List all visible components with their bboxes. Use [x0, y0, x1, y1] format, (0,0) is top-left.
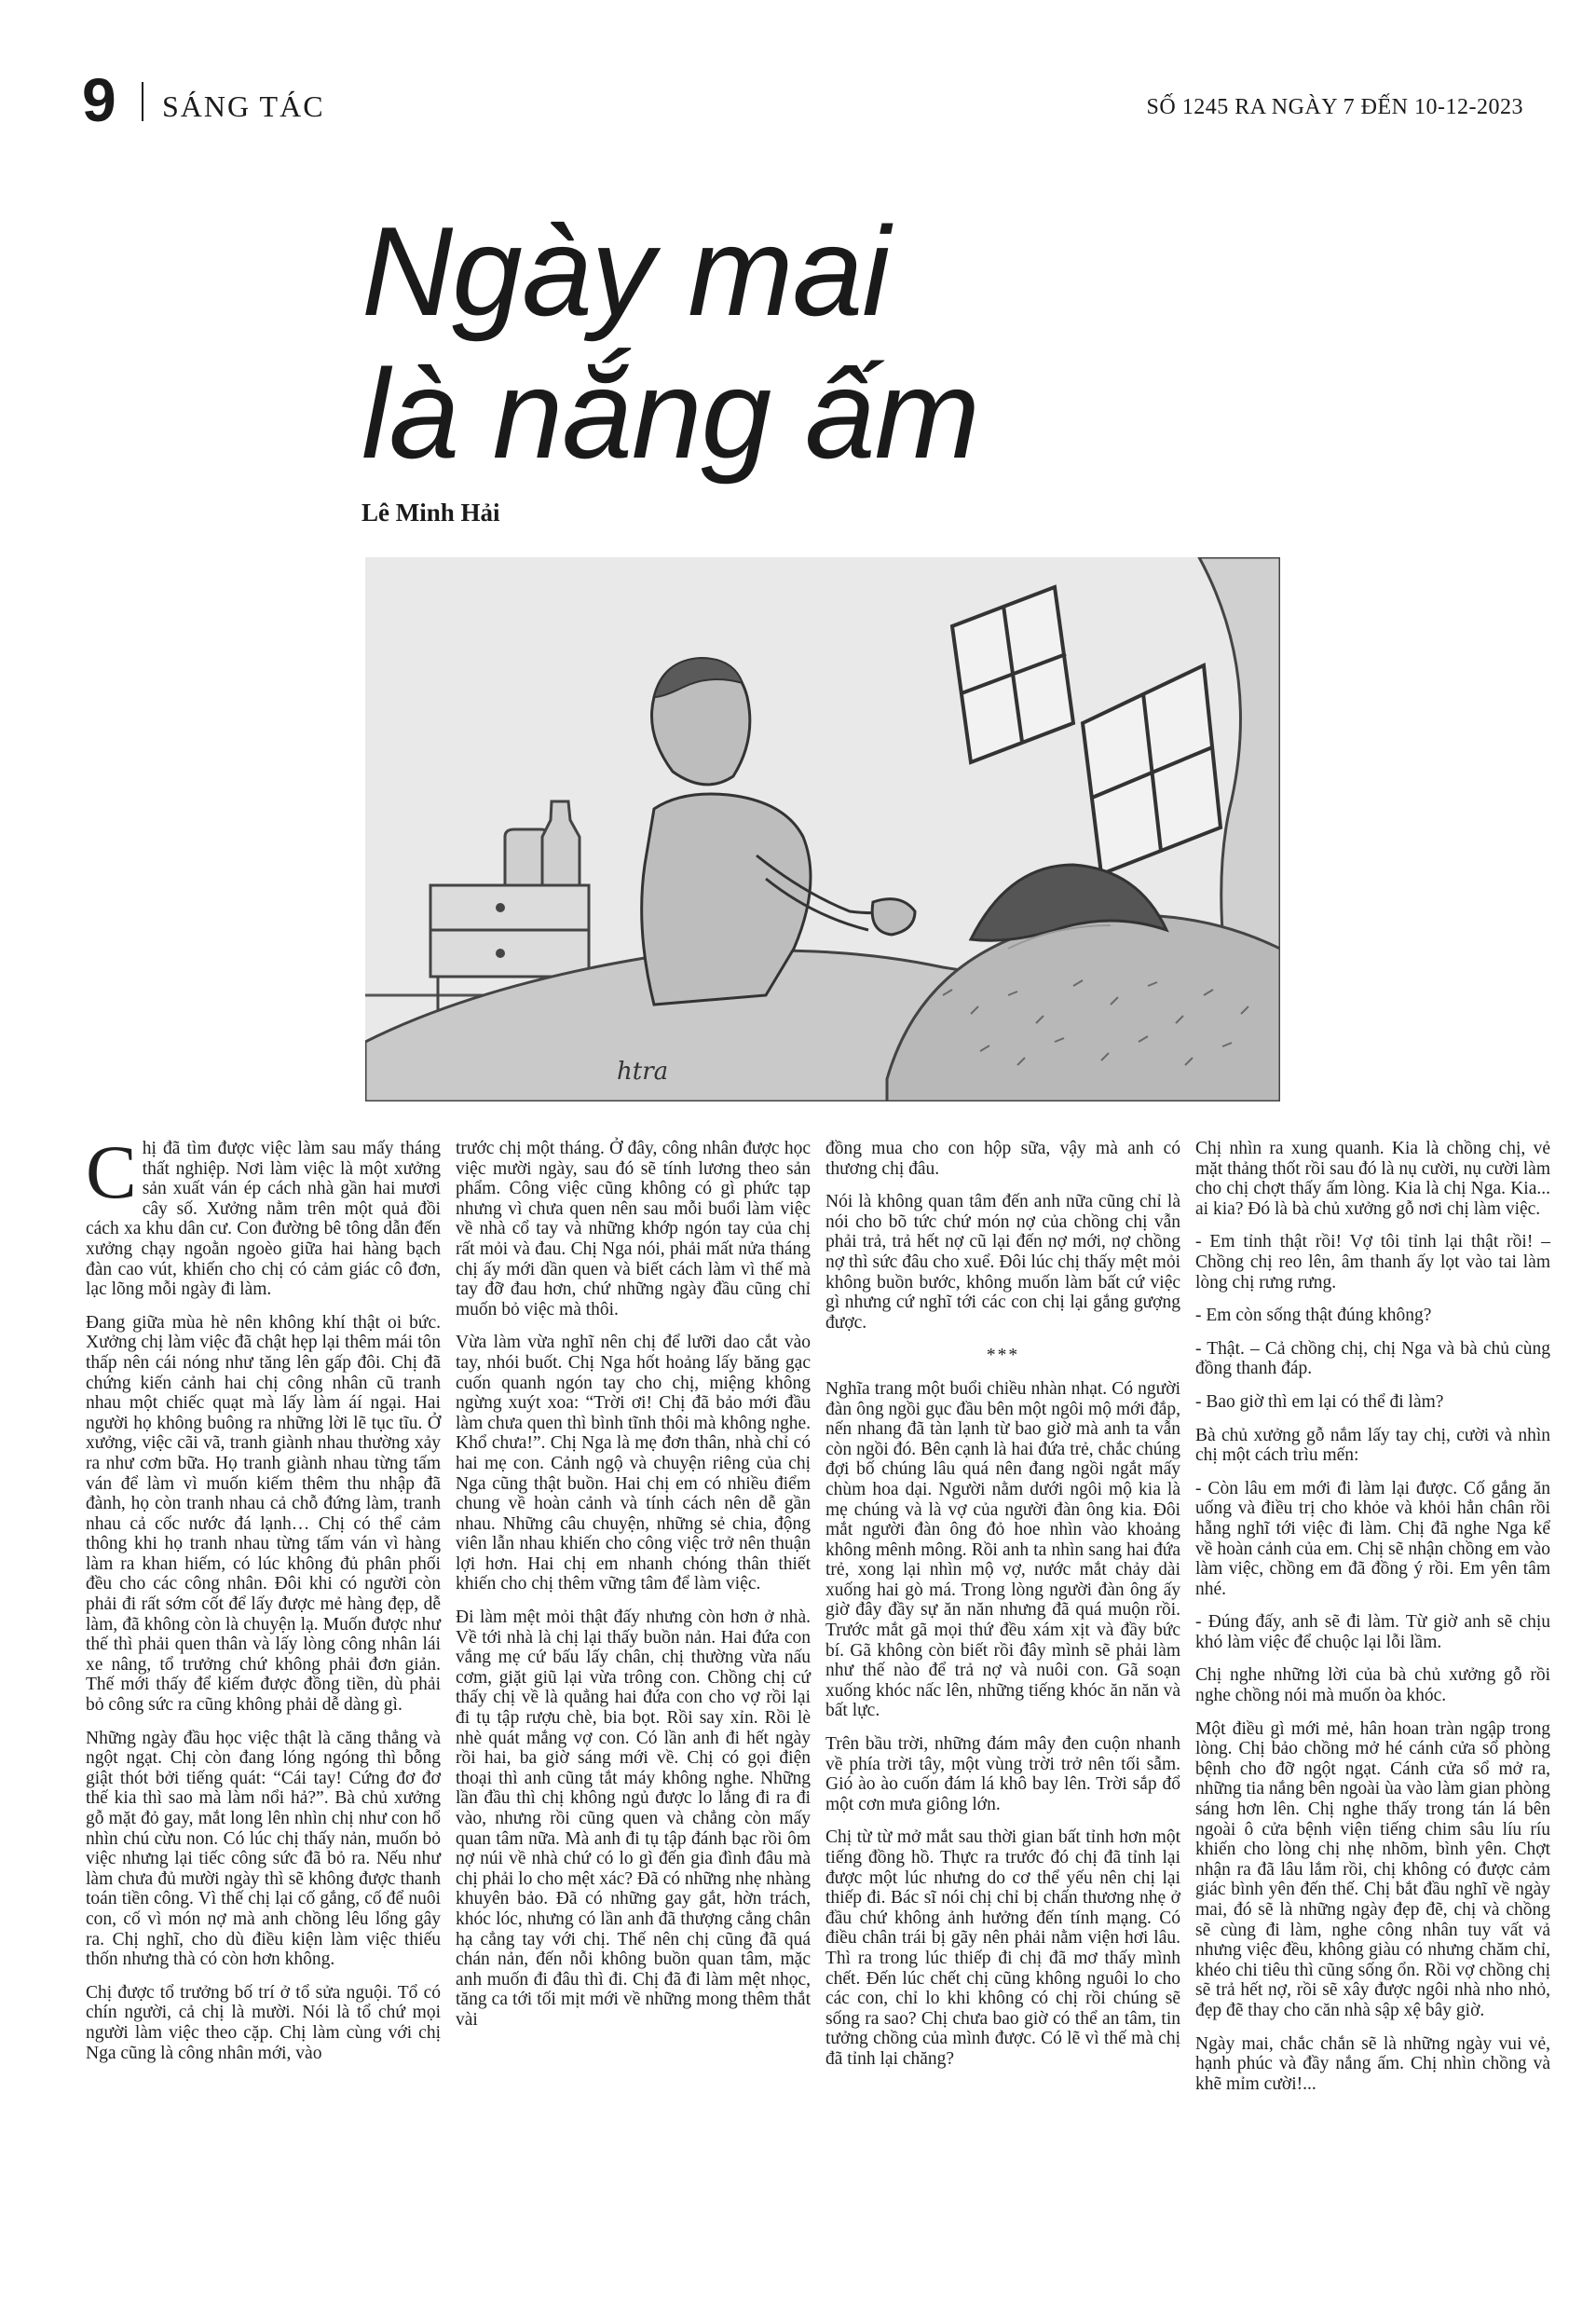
paragraph: Ngày mai, chắc chắn sẽ là những ngày vui vẻ, hạnh phúc và đầy nắng ấm. Chị nhìn chồng và khẽ mỉm cười!...	[1195, 2033, 1550, 2094]
article-illustration	[365, 557, 1280, 1101]
paragraph: - Đúng đấy, anh sẽ đi làm. Từ giờ anh sẽ chịu khó làm việc để chuộc lại lỗi lầm.	[1195, 1612, 1550, 1652]
text-column-2	[456, 1139, 811, 2044]
paragraph: Chị đã tìm được việc làm sau mấy tháng thất nghiệp. Nơi làm việc là một xưởng sản xuất ván ép cách nhà gần hai mươi cây số. Xưởng nằm trên một quả đồi cách xa khu dân cư. Con đường bê tông dẫn đến xưởng chạy ngoằn ngoèo giữa hai hàng bạch đàn cao vút, khiến cho chị có cảm giác cô đơn, lạc lõng mỗi ngày đi làm.	[86, 1129, 441, 1300]
paragraph: trước chị một tháng. Ở đây, công nhân được học việc mười ngày, sau đó sẽ tính lương theo sản phẩm. Công việc cũng không có gì phức tạp nhưng vì chưa quen nên sau mỗi buổi làm việc về nhà cổ tay và những khớp ngón tay của chị rất mỏi và đau. Chị Nga nói, phải mất nửa tháng chị ấy mới dần quen và biết cách làm vì thế mà tay đỡ đau hơn, chứ những ngày đầu cũng chỉ muốn bỏ việc mà thôi.	[456, 1139, 811, 1320]
paragraph: đồng mua cho con hộp sữa, vậy mà anh có thương chị đâu.	[825, 1139, 1180, 1179]
paragraph: Nghĩa trang một buổi chiều nhàn nhạt. Có người đàn ông ngồi gục đầu bên một ngôi mộ mới đắp, nến nhang đã tàn lạnh từ bao giờ mà anh ta vẫn còn ngồi đó. Bên cạnh là hai đứa trẻ, chắc chúng đợi bố chúng lâu quá nên đang ngồi ngắt mấy chùm hoa dại. Người nằm dưới ngôi mộ kia là mẹ chúng và là vợ của người đàn ông kia. Đôi mắt người đàn ông đỏ hoe nhìn vào khoảng không mênh mông. Rồi anh ta nhìn sang hai đứa trẻ, xong lại nhìn mộ vợ, nước mắt chảy dài xuống hai gò má. Trong lòng người đàn ông ấy giờ đây đầy sự ăn năn nhưng đã quá muộn rồi. Trước mắt gã mọi thứ đều xám xịt và đầy bức bí. Gã không còn biết rồi đây mình sẽ phải làm như thế nào để trả nợ và nuôi con. Gã soạn xuống khóc nấc lên, những tiếng khóc ăn năn và bất lực.	[825, 1378, 1180, 1721]
paragraph: Chị nhìn ra xung quanh. Kia là chồng chị, vẻ mặt thảng thốt rồi sau đó là nụ cười, nụ cười làm cho chị chợt thấy ấm lòng. Kia là chị Nga. Kia... ai kia? Đó là bà chủ xưởng gỗ nơi chị làm việc.	[1195, 1139, 1550, 1219]
paragraph: - Thật. – Cả chồng chị, chị Nga và bà chủ cùng đồng thanh đáp.	[1195, 1338, 1550, 1379]
paragraph: - Bao giờ thì em lại có thể đi làm?	[1195, 1391, 1444, 1412]
drop-cap: C	[86, 1129, 137, 1214]
text-column-1	[86, 1129, 441, 2076]
paragraph: - Còn lâu em mới đi làm lại được. Cố gắng ăn uống và điều trị cho khỏe và khỏi hẳn chân rồi hẵng nghĩ tới việc đi làm. Chị đã nghe Nga kể về hoàn cảnh của em. Chị sẽ nhận chồng em vào làm việc, chồng em đã đồng ý rồi. Em yên tâm nhé.	[1195, 1478, 1550, 1599]
paragraph: Nói là không quan tâm đến anh nữa cũng chỉ là nói cho bõ tức chứ món nợ của chồng chị vẫn phải trả, trả hết nợ cũ lại đến nợ mới, nợ chồng nợ thì sức đâu cho xuể. Đôi lúc chị thấy mệt mỏi không buồn bước, không muốn làm bất cứ việc gì nhưng cứ nghĩ tới các con chị lại gắng gượng được.	[825, 1192, 1180, 1333]
article-title	[361, 200, 979, 486]
issue-info: SỐ 1245 RA NGÀY 7 ĐẾN 10-12-2023	[1146, 95, 1523, 119]
illustration-signature: htra	[617, 1058, 669, 1086]
title-line-1: Ngày mai	[361, 200, 890, 342]
header-divider	[142, 82, 143, 121]
paragraph: Chị được tổ trưởng bố trí ở tổ sửa nguội. Tổ có chín người, cả chị là mười. Nói là tổ chứ mọi người làm việc theo cặp. Chị làm cùng với chị Nga cũng là công nhân mới, vào	[86, 1982, 441, 2063]
paragraph: Bà chủ xưởng gỗ nắm lấy tay chị, cười và nhìn chị một cách trìu mến:	[1195, 1425, 1550, 1466]
paragraph: - Em tỉnh thật rồi! Vợ tôi tỉnh lại thật rồi! – Chồng chị reo lên, âm thanh ấy lọt vào tai làm lòng chị rưng rưng.	[1195, 1232, 1550, 1293]
paragraph: Một điều gì mới mẻ, hân hoan tràn ngập trong lòng. Chị bảo chồng mở hé cánh cửa sổ phòng bệnh cho đỡ ngột ngạt. Cánh cửa sổ mở ra, những tia nắng bên ngoài ùa vào làm gian phòng sáng hơn lên. Chị nghe thấy trong tán lá bên ngoài ô cửa bệnh viện tiếng chim sâu líu ríu khiến cho lòng chị nhẹ nhõm, bình yên. Chợt nhận ra đã lâu lắm rồi, chị không có được cảm giác bình yên đến thế. Chị bắt đầu nghĩ về ngày mai, đó sẽ là những ngày đẹp đẽ, chị và chồng sẽ cùng đi làm, nghe công nhân tuy vất vả nhưng việc đều, không giàu có nhưng chăm chỉ, khéo chi tiêu thì cũng sống ổn. Rồi vợ chồng chị sẽ trả hết nợ, rồi sẽ xây được ngôi nhà nho nhỏ, đẹp đẽ thay cho căn nhà sập xệ bây giờ.	[1195, 1718, 1550, 2020]
paragraph: Vừa làm vừa nghĩ nên chị để lưỡi dao cắt vào tay, nhói buốt. Chị Nga hốt hoảng lấy băng gạc cuốn quanh ngón tay cho chị, miệng không ngừng xuýt xoa: “Trời ơi! Chị đã bảo mới đầu làm chưa quen thì bình tĩnh thôi mà không nghe. Khổ chưa!”. Chị Nga là mẹ đơn thân, nhà chỉ có hai mẹ con. Cảnh ngộ và chuyện riêng của chị Nga cũng thật buồn. Hai chị em có nhiều điểm chung về hoàn cảnh và tính cách nên dễ gần nhau. Những câu chuyện, những sẻ chia, động viên lẫn nhau khiến cho công việc trở nên thuận lợi hơn. Hai chị em nhanh chóng thân thiết khiến cho chị thêm vững tâm để làm việc.	[456, 1333, 811, 1594]
paragraph: Những ngày đầu học việc thật là căng thẳng và ngột ngạt. Chị còn đang lóng ngóng thì bỗng giật thót bởi tiếng quát: “Cái tay! Cứng đơ đơ thế kia thì sao mà làm nổi hả?”. Bà chủ xưởng gỗ mặt đỏ gay, mắt long lên nhìn chị như con hổ nhìn chú cừu non. Có lúc chị thấy nản, muốn bỏ việc nhưng lại tiếc công sức đã bỏ ra. Nếu như làm chưa đủ mười ngày thì sẽ không được thanh toán tiền công. Vì thế chị lại cố gắng, cố để nuôi con, cố vì món nợ mà anh chồng lêu lổng gây ra. Chị nghĩ, cho dù điều kiện làm việc thiếu thốn nhưng thà có còn hơn không.	[86, 1728, 441, 1970]
page-header	[73, 67, 1523, 132]
title-line-2: là nắng ấm	[361, 343, 979, 485]
paragraph: Đang giữa mùa hè nên không khí thật oi bức. Xưởng chị làm việc đã chật hẹp lại thêm mái tôn thấp nên cái nóng như tăng lên gấp đôi. Chị đã chứng kiến cảnh hai chị công nhân cũ tranh nhau một chiếc quạt mà lấy làm áí ngại. Hai người họ không buông ra những lời lẽ tục tĩu. Ở xưởng, việc cãi vã, tranh giành nhau thường xảy ra như cơm bữa. Họ tranh giành nhau từng tấm ván để làm vì muốn kiếm thêm thu nhập đã đành, họ còn tranh nhau cả chỗ đứng làm, tranh nhau cả cốc nước đá lạnh… Chị có thể cảm thông khi họ tranh nhau từng tấm ván vì hàng làm ra khan hiếm, có lúc không đủ phân phối đều cho các công nhân. Đôi khi có người còn phải đi rất sớm cốt để lấy được mẻ hàng đẹp, dễ làm, đã không còn là chuyện lạ. Muốn được như thế thì phải quen thân và lấy lòng công nhân lái xe nâng, tổ trưởng chứ không phải đơn giản. Thế mới thấy để kiếm được đồng tiền, dù phải bỏ công sức ra cũng không phải dễ dàng gì.	[86, 1312, 441, 1716]
paragraph: Trên bầu trời, những đám mây đen cuộn nhanh về phía trời tây, một vùng trời trở nên tối sẫm. Gió ào ào cuốn đám lá khô bay lên. Trời sắp đổ một cơn mưa giông lớn.	[825, 1734, 1180, 1814]
paragraph: Đi làm mệt mỏi thật đấy nhưng còn hơn ở nhà. Về tới nhà là chị lại thấy buồn nản. Hai đứa con vắng mẹ cứ bấu lấy chân, chị thường vừa nấu cơm, giặt giũ lại vừa trông con. Chồng chị cứ thấy chị về là quẳng hai đứa con cho vợ rồi lại đi tụ tập rượu chè, bia bọt. Rồi say xỉn. Rồi lè nhè quát mắng vợ con. Có lần anh đi hết ngày rồi hai, ba giờ sáng mới về. Chị có gọi điện thoại thì anh cũng tắt máy không nghe. Những lần đầu thì chị không ngủ được lo lắng đi ra đi vào, nhưng rồi cũng quen và chẳng còn mấy quan tâm nữa. Mà anh đi tụ tập đánh bạc rồi ôm nợ núi về nhà chứ có lo gì đến gia đình đâu mà chị phải lo cho mệt xác? Đã có những nhẹ nhàng khuyên bảo. Đã có những gay gắt, hờn trách, khóc lóc, nhưng có lần anh đã thượng cẳng chân hạ cẳng tay với chị. Thế nên chị cũng đã quá chán nản, đến nỗi không buồn quan tâm, mặc anh muốn đi đâu thì đi. Chị đã đi làm mệt nhọc, tăng ca tới tối mịt mới về những mong thêm thắt vài	[456, 1607, 811, 2030]
article-author: Lê Minh Hải	[361, 499, 500, 527]
paragraph: Chị từ từ mở mắt sau thời gian bất tỉnh hơn một tiếng đồng hồ. Thực ra trước đó chị đã tỉnh lại được một lúc nhưng do cơ thể yếu nên chị lại thiếp đi. Bác sĩ nói chị chỉ bị chấn thương nhẹ ở đầu chứ không ảnh hưởng đến tính mạng. Có điều chân trái bị gãy nên phải nằm viện hơi lâu. Thì ra trong lúc thiếp đi chị đã mơ thấy mình chết. Đến lúc chết chị cũng không nguôi lo cho các con, chỉ lo khi không có chị rồi chúng sẽ sống ra sao? Chị chưa bao giờ có thể an tâm, tin tưởng chồng của mình được. Có lẽ vì thế mà chị đã tỉnh lại chăng?	[825, 1827, 1180, 2069]
paragraph: - Em còn sống thật đúng không?	[1195, 1306, 1432, 1326]
text-column-3	[825, 1139, 1180, 2083]
page-number: 9	[82, 65, 116, 134]
section-name: SÁNG TÁC	[162, 89, 325, 123]
section-break: ***	[986, 1346, 1020, 1366]
paragraph: Chị nghe những lời của bà chủ xưởng gỗ rồi nghe chồng nói mà muốn òa khóc.	[1195, 1665, 1550, 1706]
text-column-4	[1195, 1139, 1550, 2107]
illustration-drawing	[365, 557, 1280, 1101]
